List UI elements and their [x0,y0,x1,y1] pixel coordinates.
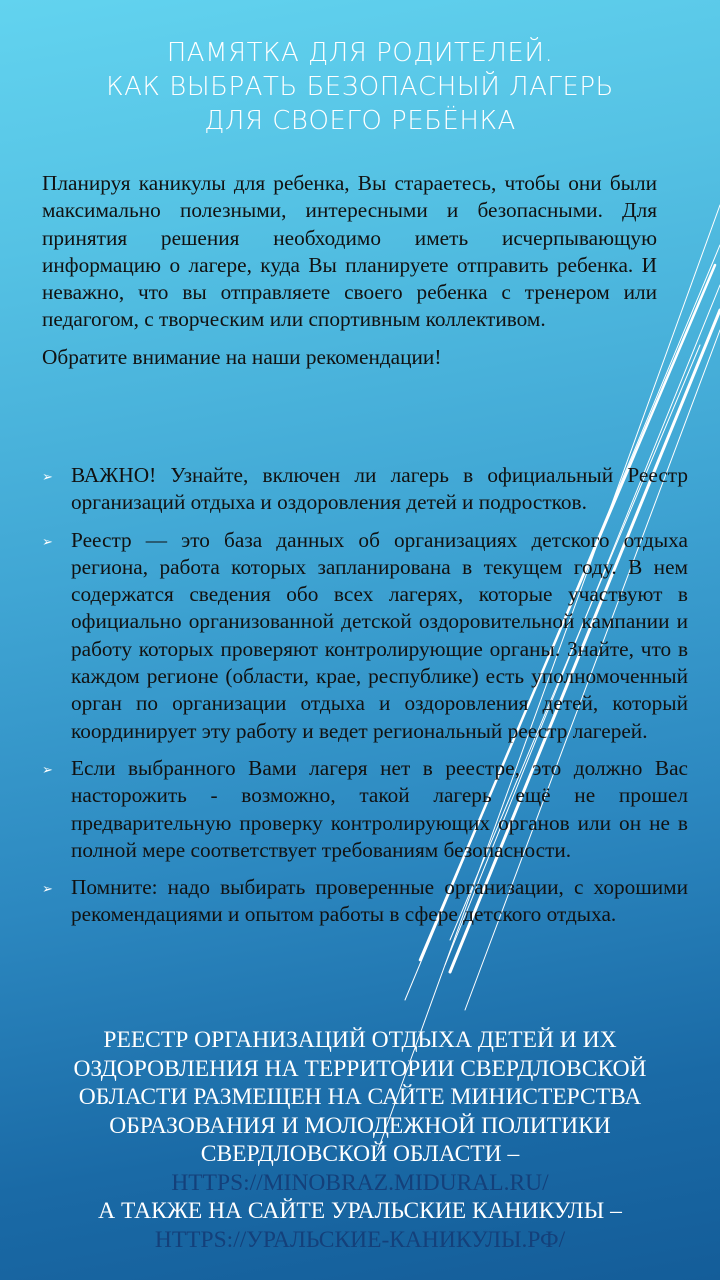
list-item-text: Помните: надо выбирать проверенные организации, с хорошими рекомендациями и опытом работы в сфере детского отдыха. [71,875,688,927]
page-title [0,36,720,138]
list-item [42,462,688,517]
list-item [42,874,688,929]
title-line-1: ПАМЯТКА ДЛЯ РОДИТЕЛЕЙ. [166,38,554,68]
list-item [42,755,688,864]
list-item-text: Если выбранного Вами лагеря нет в реестре, это должно Вас насторожить - возможно, такой лагерь ещё не прошел предварительную проверку контролирующих органов или он не в полной мере соответствует требованиям безопасности. [71,755,688,862]
title-line-2: КАК ВЫБРАТЬ БЕЗОПАСНЫЙ ЛАГЕРЬ [106,72,614,102]
footer-line-2: ОЗДОРОВЛЕНИЯ НА ТЕРРИТОРИИ СВЕРДЛОВСКОЙ [73,1055,647,1082]
minobraz-link[interactable]: HTTPS://MINOBRAZ.MIDURAL.RU/ [171,1169,549,1196]
arrow-bullet-icon: ➢ [42,882,53,898]
footer-line-5: СВЕРДЛОВСКОЙ ОБЛАСТИ – [200,1141,520,1167]
intro-paragraph: Планируя каникулы для ребенка, Вы стараетесь, чтобы они были максимально полезными, интересными и безопасными. Для принятия решения необходимо иметь исчерпывающую информацию о лагере, куда Вы планируете отправить ребенка. И неважно, что вы отправляете своего ребенка с тренером или педагогом, с творческим или спортивным коллективом. [42,171,657,332]
list-item-text: ВАЖНО! Узнайте, включен ли лагерь в официальный Реестр организаций отдыха и оздоровления детей и подростков. [71,463,688,515]
arrow-bullet-icon: ➢ [42,470,53,485]
footer-line-4: ОБРАЗОВАНИЯ И МОЛОДЕЖНОЙ ПОЛИТИКИ [109,1112,611,1139]
list-item [42,527,688,745]
arrow-bullet-icon: ➢ [42,534,53,550]
recommendations-list [42,462,688,939]
footer-line-3: ОБЛАСТИ РАЗМЕЩЕН НА САЙТЕ МИНИСТЕРСТВА [78,1084,642,1110]
footer-line-1: РЕЕСТР ОРГАНИЗАЦИЙ ОТДЫХА ДЕТЕЙ И ИХ [103,1027,617,1053]
footer-also-line: А ТАКЖЕ НА САЙТЕ УРАЛЬСКИЕ КАНИКУЛЫ – [98,1198,622,1224]
arrow-bullet-icon: ➢ [42,762,53,778]
intro-note: Обратите внимание на наши рекомендации! [42,344,442,369]
title-line-3: ДЛЯ СВОЕГО РЕБЁНКА [204,106,516,136]
list-item-text: Реестр — это база данных об организациях детского отдыха региона, работа которых запланирована в текущем году. В нем содержатся сведения обо всех лагерях, которые участвуют в официально организованной детской оздоровительной кампании и работу которых проверяют контролирующие органы. Знайте, что в каждом регионе (области, крае, республике) есть уполномоченный орган по организации отдыха и оздоровления детей, который координирует эту работу и ведет региональный реестр лагерей. [71,527,688,743]
intro-section [42,170,657,381]
registry-info-footer [40,1026,680,1254]
uralskie-kanikuly-link[interactable]: HTTPS://УРАЛЬСКИЕ-КАНИКУЛЫ.РФ/ [154,1226,566,1253]
